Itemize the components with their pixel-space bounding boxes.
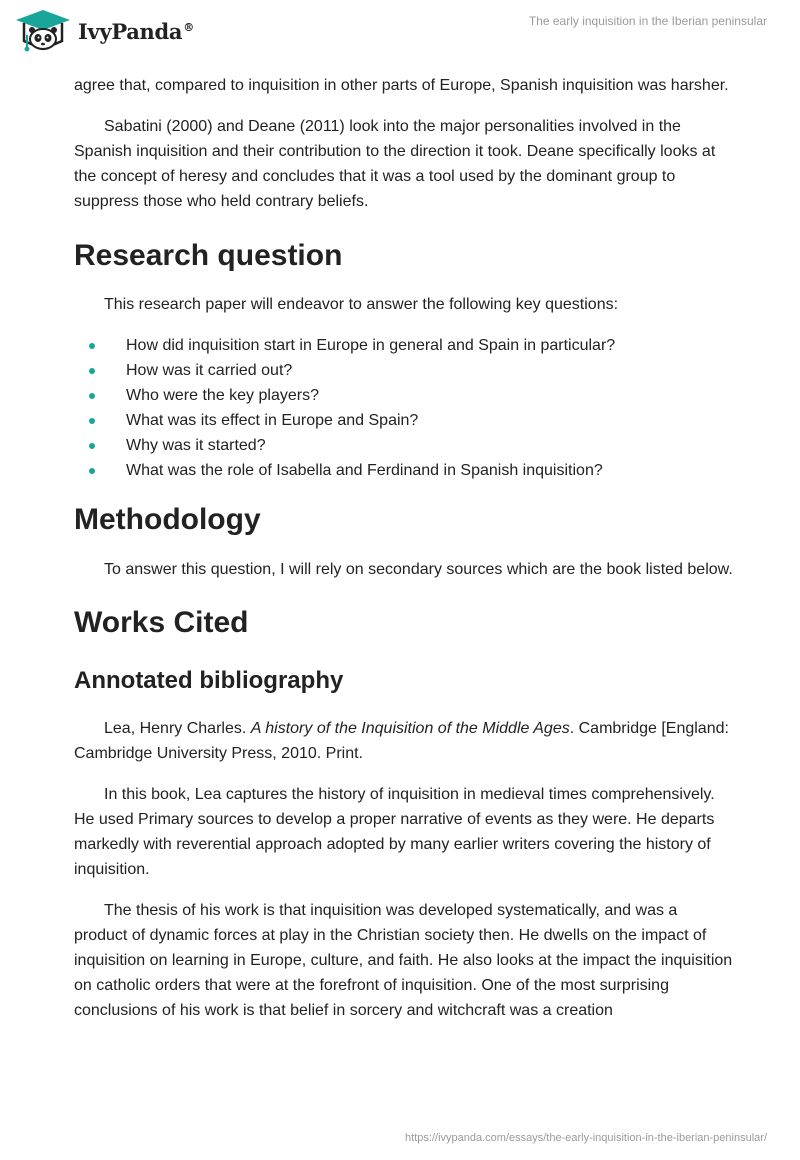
list-item: Who were the key players? bbox=[74, 383, 734, 408]
list-item: How was it carried out? bbox=[74, 358, 734, 383]
annotated-bibliography-heading: Annotated bibliography bbox=[74, 667, 344, 694]
annotation-paragraph-1: In this book, Lea captures the history of inquisition in medieval times comprehensively. He used Primary sources to develop a proper narrative of events as they were. He departs markedly with reverential approach adopted by many earlier writers covering the history of inquisition. bbox=[74, 786, 715, 878]
brand-name: IvyPanda® bbox=[78, 18, 194, 44]
citation-entry bbox=[74, 716, 734, 766]
bullet-icon bbox=[89, 443, 95, 449]
methodology-heading: Methodology bbox=[74, 503, 261, 536]
panda-graduation-icon bbox=[14, 8, 72, 54]
research-lead: This research paper will endeavor to answer the following key questions: bbox=[104, 296, 619, 313]
citation-title: A history of the Inquisition of the Middle Ages bbox=[250, 720, 570, 737]
list-item: What was the role of Isabella and Ferdinand in Spanish inquisition? bbox=[74, 458, 734, 483]
header-page-title: The early inquisition in the Iberian peninsular bbox=[528, 14, 767, 28]
research-questions-list bbox=[74, 333, 734, 483]
bullet-icon bbox=[89, 393, 95, 399]
intro-continuation: agree that, compared to inquisition in other parts of Europe, Spanish inquisition was harsher. bbox=[74, 77, 729, 94]
works-cited-heading: Works Cited bbox=[74, 606, 249, 639]
bullet-icon bbox=[89, 468, 95, 474]
bullet-icon bbox=[89, 343, 95, 349]
citation-author: Lea, Henry Charles. bbox=[104, 720, 251, 737]
bullet-icon bbox=[89, 368, 95, 374]
ivypanda-logo[interactable] bbox=[14, 8, 194, 54]
intro-paragraph: Sabatini (2000) and Deane (2011) look into the major personalities involved in the Spanish inquisition and their contribution to the direction it took. Deane specifically looks at the concept of heresy and concludes that it was a tool used by the dominant group to suppress those who held contrary beliefs. bbox=[74, 118, 716, 210]
citation-publisher: . Cambridge [England: Cambridge University Press, 2010. Print. bbox=[74, 720, 729, 762]
research-question-heading: Research question bbox=[74, 239, 343, 272]
list-item: Why was it started? bbox=[74, 433, 734, 458]
page-header bbox=[0, 0, 800, 70]
annotation-paragraph-2: The thesis of his work is that inquisition was developed systematically, and was a product of dynamic forces at play in the Christian society then. He dwells on the impact of inquisition on learning in Europe, culture, and faith. He also looks at the impact the inquisition on catholic orders that were at the forefront of inquisition. One of the most surprising conclusions of his work is that belief in sorcery and witchcraft was a creation bbox=[74, 902, 733, 1019]
essay-content bbox=[74, 70, 734, 1023]
bullet-icon bbox=[89, 418, 95, 424]
registered-mark: ® bbox=[183, 20, 194, 34]
footer-source-url[interactable]: https://ivypanda.com/essays/the-early-inquisition-in-the-iberian-peninsular/ bbox=[405, 1132, 767, 1144]
list-item: How did inquisition start in Europe in general and Spain in particular? bbox=[74, 333, 734, 358]
list-item: What was its effect in Europe and Spain? bbox=[74, 408, 734, 433]
methodology-text: To answer this question, I will rely on secondary sources which are the book listed below. bbox=[104, 561, 733, 578]
